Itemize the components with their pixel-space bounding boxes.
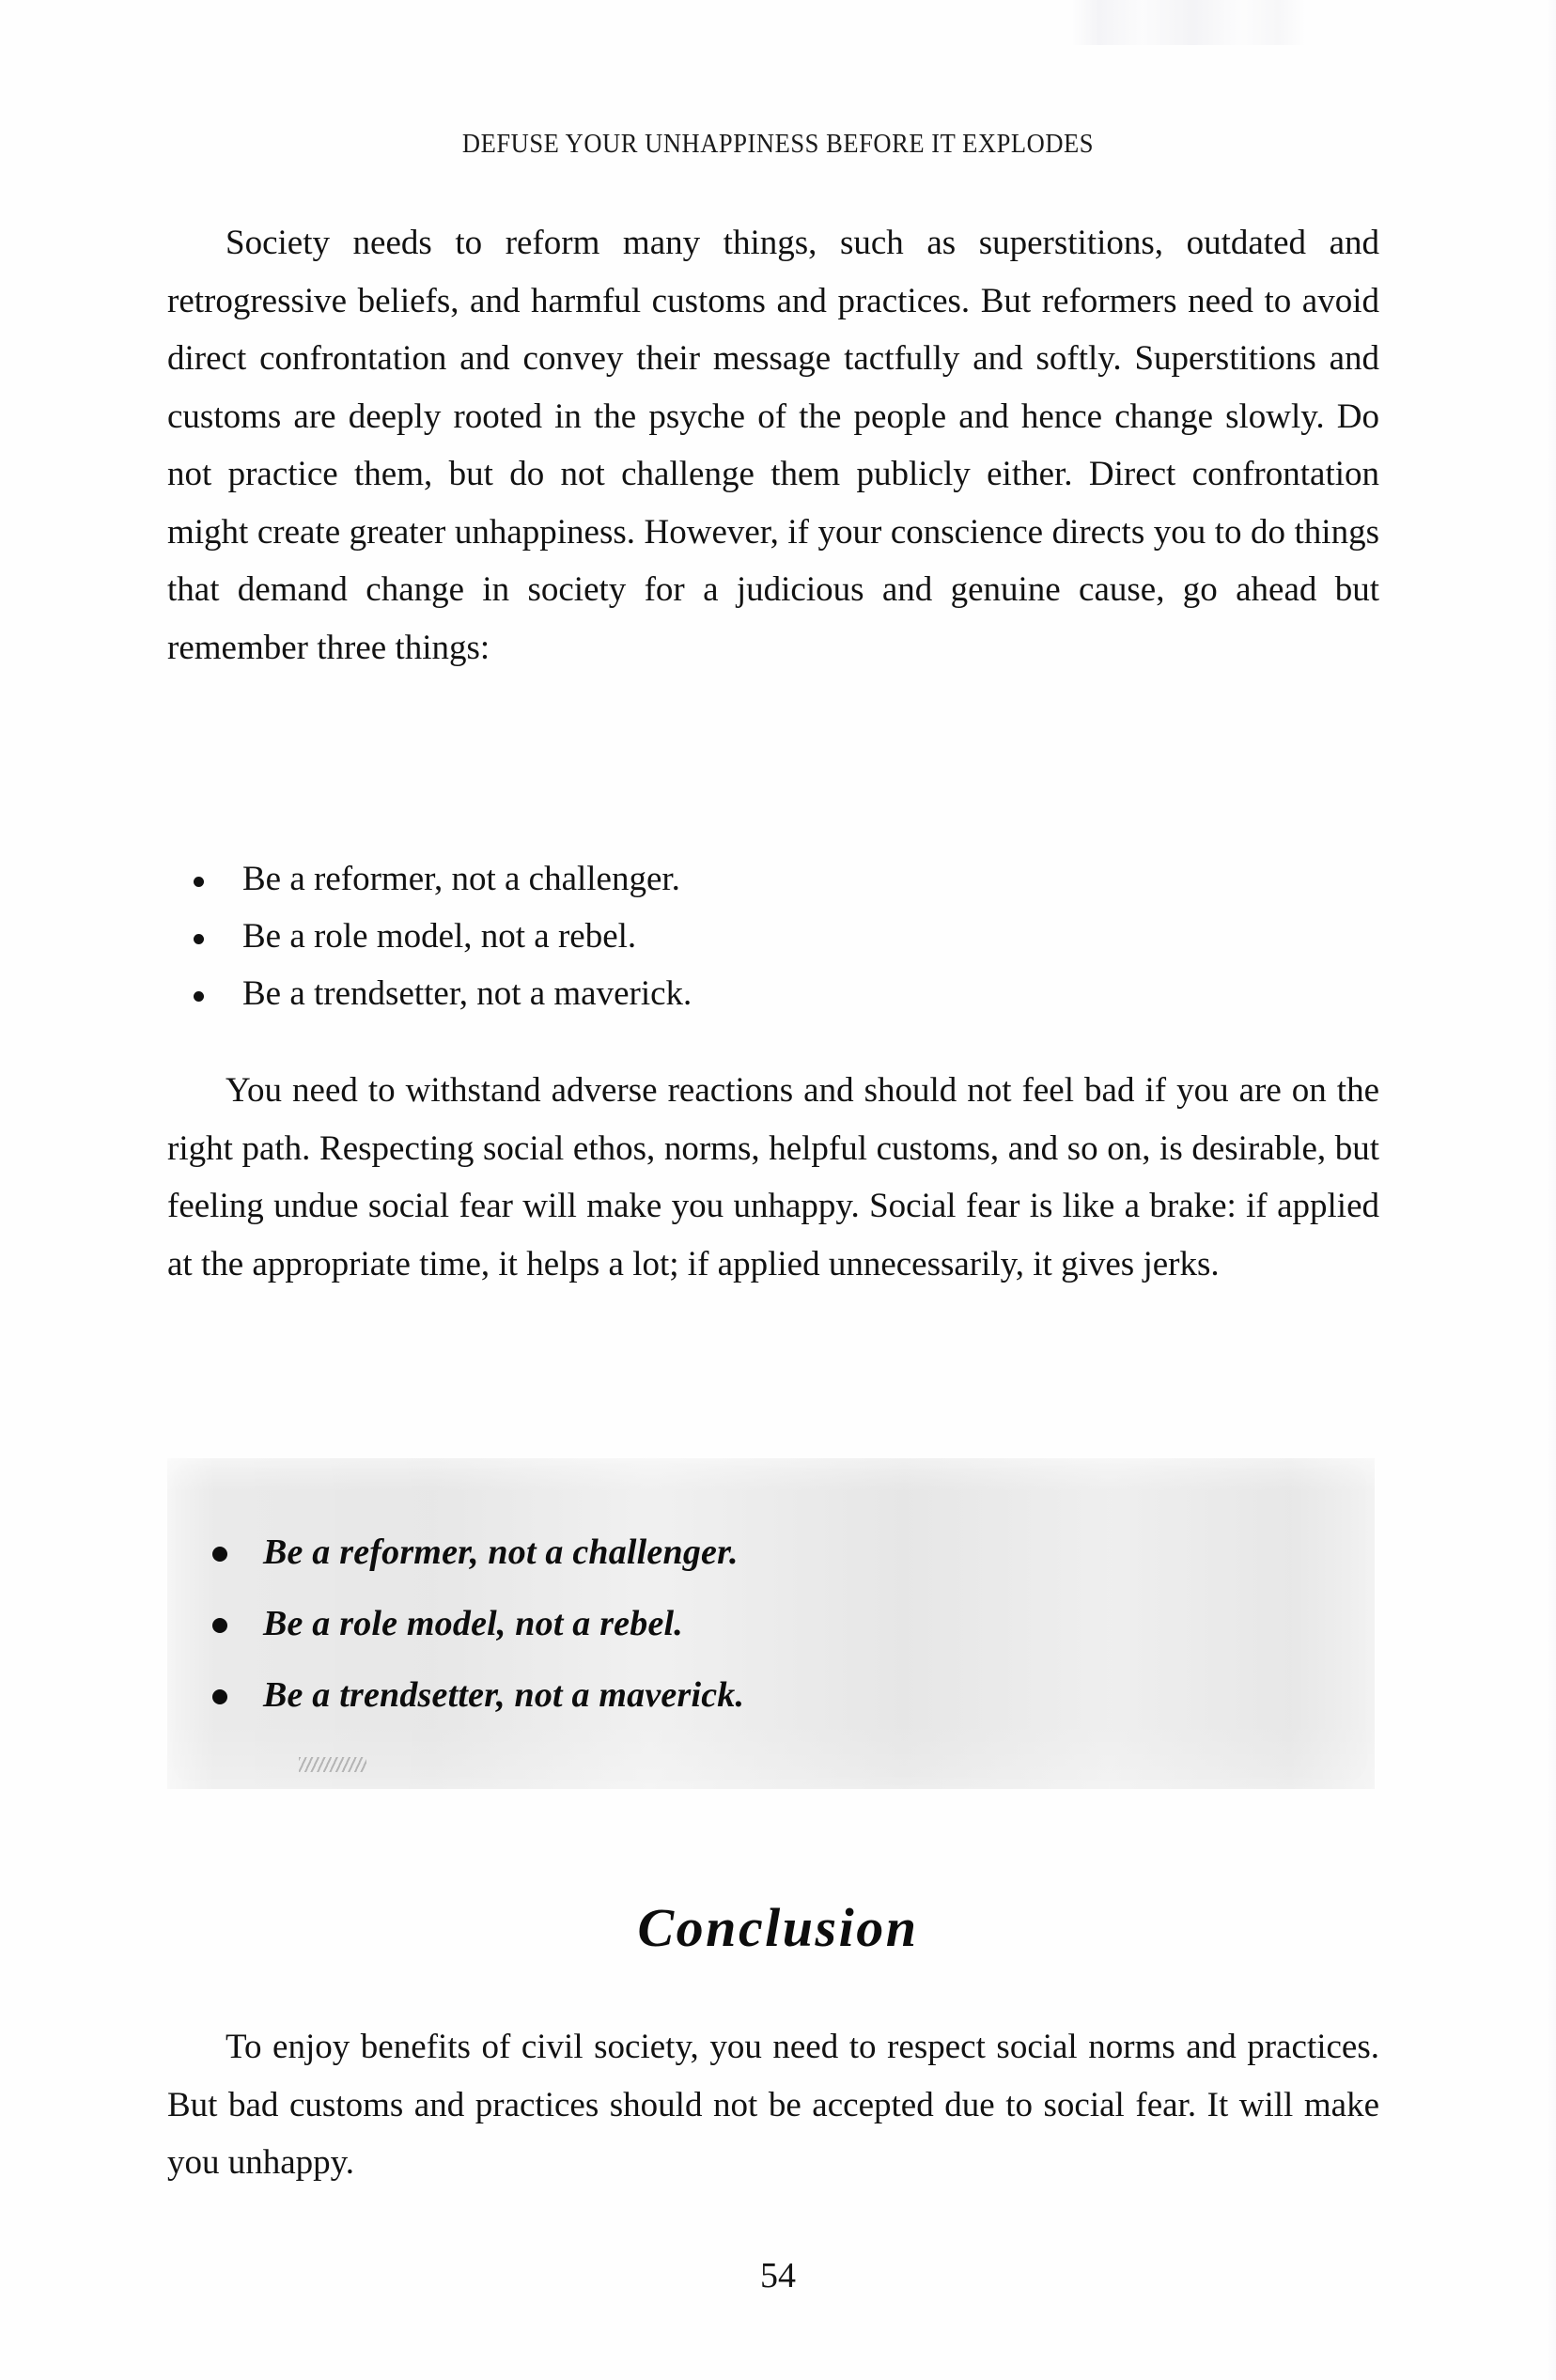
running-head: DEFUSE YOUR UNHAPPINESS BEFORE IT EXPLODES [461, 130, 1095, 159]
paragraph-conclusion-body: To enjoy benefits of civil society, you need to respect social norms and practices. But bad customs and practices should not be accepted due to social fear. It will make you unhappy. [167, 2028, 1379, 2182]
list-item-label: Be a reformer, not a challenger. [242, 860, 680, 898]
text-column-middle [167, 1062, 1379, 1293]
highlight-callout-box [167, 1458, 1375, 1789]
bullet-list [167, 850, 1379, 1022]
bullet-dot-icon [212, 1618, 227, 1633]
list-item [167, 850, 1379, 908]
section-heading-conclusion: Conclusion [637, 1897, 919, 1958]
bullet-dot-icon [194, 991, 204, 1002]
list-item-label: Be a trendsetter, not a maverick. [242, 974, 692, 1013]
scan-artifact-edge [1547, 0, 1556, 2380]
list-item [167, 908, 1379, 965]
paragraph-society-reform: Society needs to reform many things, such as superstitions, outdated and retrogressive beliefs, and harmful customs and practices. But reformers need to avoid direct confrontation and convey their message tactfully and softly. Superstitions and customs are deeply rooted in the psyche of the people and hence change slowly. Do not practice them, but do not challenge them publicly either. Direct confrontation might create greater unhappiness. However, if your conscience directs you to do things that demand change in society for a judicious and genuine cause, go ahead but remember three things: [167, 224, 1379, 667]
list-item [167, 965, 1379, 1022]
callout-list-item [184, 1659, 1375, 1731]
bullet-dot-icon [194, 877, 204, 887]
callout-bullet-list [184, 1517, 1375, 1731]
bullet-dot-icon [212, 1547, 227, 1562]
text-column-upper [167, 214, 1379, 677]
paragraph-withstand-reactions: You need to withstand adverse reactions and should not feel bad if you are on the right path. Respecting social ethos, norms, helpful customs, and so on, is desirable, but feeling undue social fear will make you unhappy. Social fear is like a brake: if applied at the appropriate time, it helps a lot; if applied unnecessarily, it gives jerks. [167, 1071, 1379, 1283]
page-number: 54 [760, 2256, 796, 2295]
text-column-lower [167, 2018, 1379, 2192]
callout-item-label: Be a reformer, not a challenger. [263, 1532, 739, 1572]
callout-list-item [184, 1517, 1375, 1588]
bullet-dot-icon [194, 934, 204, 944]
callout-item-label: Be a trendsetter, not a maverick. [263, 1675, 745, 1715]
list-block-plain [167, 850, 1379, 1022]
callout-list-item [184, 1588, 1375, 1659]
bullet-dot-icon [212, 1689, 227, 1704]
scan-artifact-top [1071, 0, 1306, 45]
list-item-label: Be a role model, not a rebel. [242, 917, 637, 956]
scan-smudge-artifact [299, 1757, 366, 1772]
callout-item-label: Be a role model, not a rebel. [263, 1604, 683, 1643]
